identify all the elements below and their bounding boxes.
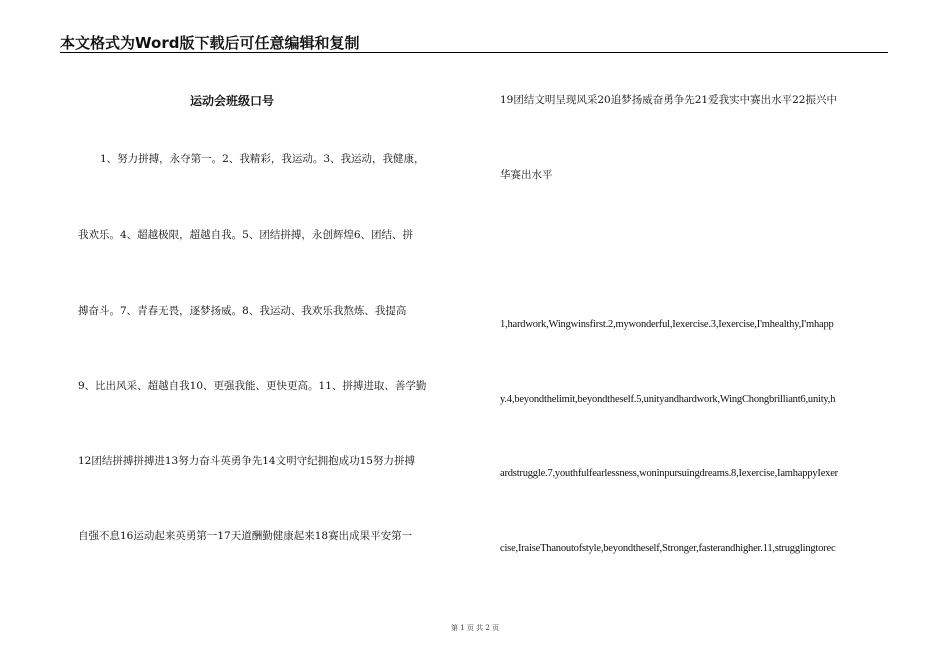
body-line: 自强不息16运动起来英勇第一17天道酬勤健康起来18赛出成果平安第一 <box>78 530 413 542</box>
body-line: 1、努力拼搏，永夺第一。2、我精彩，我运动。3、我运动，我健康， <box>100 153 425 165</box>
header-divider <box>60 52 888 53</box>
translation-line: y.4,beyondthelimit,beyondtheself.5,unityandhardwork,WingChongbrilliant6,unity,h <box>500 394 836 405</box>
body-line: 12团结拼搏拼搏进13努力奋斗英勇争先14文明守纪拥抱成功15努力拼搏 <box>78 455 415 467</box>
translation-line: 1,hardwork,Wingwinsfirst.2,mywonderful,Iexercise.3,Iexercise,I'mhealthy,I'mhapp <box>500 319 834 330</box>
body-line: 华赛出水平 <box>500 169 553 181</box>
body-line: 我欢乐。4、超越极限，超越自我。5、团结拼搏，永创辉煌6、团结、拼 <box>78 229 414 241</box>
document-title: 运动会班级口号 <box>190 94 275 108</box>
body-line: 19团结文明呈现风采20追梦扬威奋勇争先21爱我实中赛出水平22振兴中 <box>500 94 837 106</box>
translation-line: ardstruggle.7,youthfulfearlessness,woninpursuingdreams.8,Iexercise,IamhappyIexer <box>500 468 838 479</box>
translation-line: cise,IraiseThanoutofstyle,beyondtheself,Stronger,fasterandhigher.11,strugglingtorec <box>500 543 836 554</box>
document-banner: 本文格式为Word版下载后可任意编辑和复制 <box>60 34 360 52</box>
body-line: 搏奋斗。7、青春无畏，逐梦扬威。8、我运动、我欢乐我熬炼、我提高 <box>78 305 407 317</box>
body-line: 9、比出风采、超越自我10、更强我能、更快更高。11、拼搏进取、善学勤 <box>78 380 427 392</box>
page-number: 第 1 页 共 2 页 <box>450 624 500 632</box>
